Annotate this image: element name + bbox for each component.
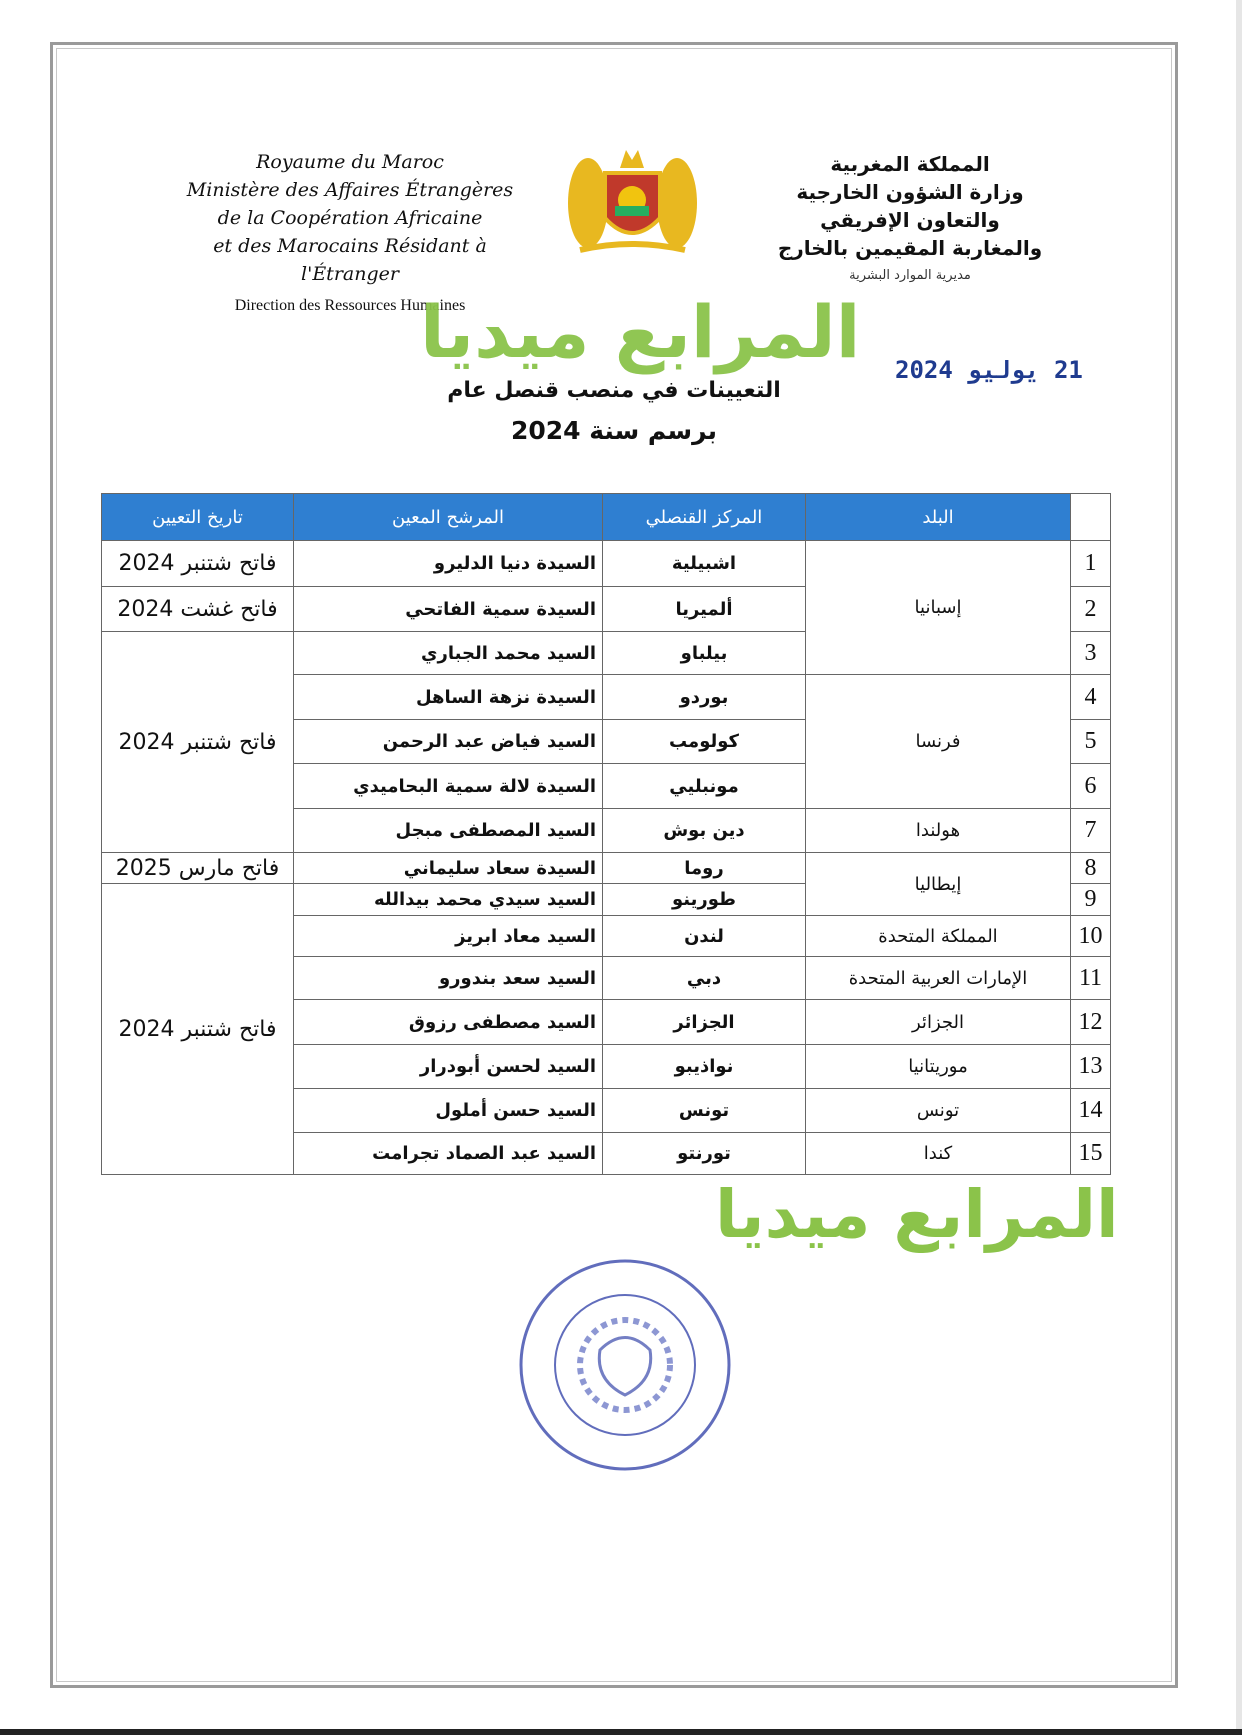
column-header: البلد — [806, 494, 1071, 541]
document-subtitle: برسم سنة 2024 — [510, 416, 718, 445]
appointee-cell: السيدة نزهة الساهل — [294, 675, 603, 720]
consulate-cell: الجزائر — [603, 1000, 806, 1045]
consulate-cell: ألميريا — [603, 587, 806, 632]
appointment-date-cell: فاتح شتنبر 2024 — [102, 632, 294, 853]
coat-of-arms-icon — [560, 138, 705, 263]
watermark-bottom: المرابع ميديا — [715, 1176, 1119, 1253]
column-header: المركز القنصلي — [603, 494, 806, 541]
column-header: تاريخ التعيين — [102, 494, 294, 541]
appointee-cell: السيدة دنيا الدليرو — [294, 541, 603, 587]
consulate-cell: نواذيبو — [603, 1045, 806, 1089]
appointment-date-cell: فاتح مارس 2025 — [102, 853, 294, 884]
consulate-cell: بوردو — [603, 675, 806, 720]
appointment-date-cell: فاتح غشت 2024 — [102, 587, 294, 632]
date-stamp: 21 يوليو 2024 — [895, 356, 1083, 384]
appointment-date-cell: فاتح شتنبر 2024 — [102, 884, 294, 1175]
consulate-cell: تونس — [603, 1089, 806, 1133]
ar-line: وزارة الشؤون الخارجية — [796, 180, 1024, 204]
consulate-cell: اشبيلية — [603, 541, 806, 587]
document-title: التعيينات في منصب قنصل عام — [447, 378, 781, 403]
appointee-cell: السيد مصطفى رزوق — [294, 1000, 603, 1045]
appointee-cell: السيدة سمية الفاتحي — [294, 587, 603, 632]
row-number: 15 — [1071, 1133, 1111, 1175]
country-cell: تونس — [806, 1089, 1071, 1133]
row-number: 9 — [1071, 884, 1111, 916]
row-number: 4 — [1071, 675, 1111, 720]
appointee-cell: السيد عبد الصماد تجرامت — [294, 1133, 603, 1175]
consulate-cell: روما — [603, 853, 806, 884]
consulate-cell: بيلباو — [603, 632, 806, 675]
appointee-cell: السيد محمد الجباري — [294, 632, 603, 675]
scan-edge-bottom — [0, 1729, 1242, 1735]
row-number: 13 — [1071, 1045, 1111, 1089]
consulate-cell: تورنتو — [603, 1133, 806, 1175]
column-header — [1071, 494, 1111, 541]
ar-line: المملكة المغربية — [830, 152, 990, 176]
row-number: 12 — [1071, 1000, 1111, 1045]
ar-direction: مديرية الموارد البشرية — [849, 268, 971, 283]
consulate-cell: دبي — [603, 957, 806, 1000]
consulate-cell: كولومب — [603, 720, 806, 764]
appointee-cell: السيد المصطفى مبجل — [294, 809, 603, 853]
ar-line: والتعاون الإفريقي — [820, 208, 1000, 232]
column-header: المرشح المعين — [294, 494, 603, 541]
country-cell: الإمارات العربية المتحدة — [806, 957, 1071, 1000]
appointee-cell: السيد حسن أملول — [294, 1089, 603, 1133]
row-number: 2 — [1071, 587, 1111, 632]
country-cell: هولندا — [806, 809, 1071, 853]
country-cell: إيطاليا — [806, 853, 1071, 916]
country-cell: إسبانيا — [806, 541, 1071, 675]
country-cell: فرنسا — [806, 675, 1071, 809]
row-number: 10 — [1071, 916, 1111, 957]
appointee-cell: السيدة لالة سمية البحاميدي — [294, 764, 603, 809]
appointee-cell: السيد فياض عبد الرحمن — [294, 720, 603, 764]
country-cell: الجزائر — [806, 1000, 1071, 1045]
row-number: 14 — [1071, 1089, 1111, 1133]
appointment-date-cell: فاتح شتنبر 2024 — [102, 541, 294, 587]
appointee-cell: السيد معاد ابريز — [294, 916, 603, 957]
row-number: 7 — [1071, 809, 1111, 853]
country-cell: المملكة المتحدة — [806, 916, 1071, 957]
fr-line: de la Coopération Africaine — [217, 207, 483, 229]
country-cell: كندا — [806, 1133, 1071, 1175]
consulate-cell: مونبليي — [603, 764, 806, 809]
row-number: 3 — [1071, 632, 1111, 675]
row-number: 1 — [1071, 541, 1111, 587]
official-seal-icon — [515, 1255, 735, 1475]
appointee-cell: السيد سعد بندورو — [294, 957, 603, 1000]
appointee-cell: السيد لحسن أبودرار — [294, 1045, 603, 1089]
consulate-cell: لندن — [603, 916, 806, 957]
fr-line: Ministère des Affaires Étrangères — [186, 179, 514, 201]
appointments-table — [101, 493, 1111, 1175]
fr-direction: Direction des Ressources Humaines — [234, 297, 466, 314]
country-cell: موريتانيا — [806, 1045, 1071, 1089]
row-number: 11 — [1071, 957, 1111, 1000]
consulate-cell: طورينو — [603, 884, 806, 916]
fr-line: Royaume du Maroc — [256, 151, 444, 173]
fr-line: et des Marocains Résidant à l'Étranger — [213, 235, 487, 285]
scan-edge — [1236, 0, 1242, 1735]
consulate-cell: دين بوش — [603, 809, 806, 853]
appointee-cell: السيدة سعاد سليماني — [294, 853, 603, 884]
table-row — [102, 853, 1111, 884]
row-number: 8 — [1071, 853, 1111, 884]
row-number: 5 — [1071, 720, 1111, 764]
table-row — [102, 541, 1111, 587]
watermark: المرابع ميديا — [420, 290, 861, 374]
arabic-letterhead — [770, 150, 1050, 290]
row-number: 6 — [1071, 764, 1111, 809]
appointee-cell: السيد سيدي محمد بيدالله — [294, 884, 603, 916]
ar-line: والمغاربة المقيمين بالخارج — [777, 236, 1043, 260]
